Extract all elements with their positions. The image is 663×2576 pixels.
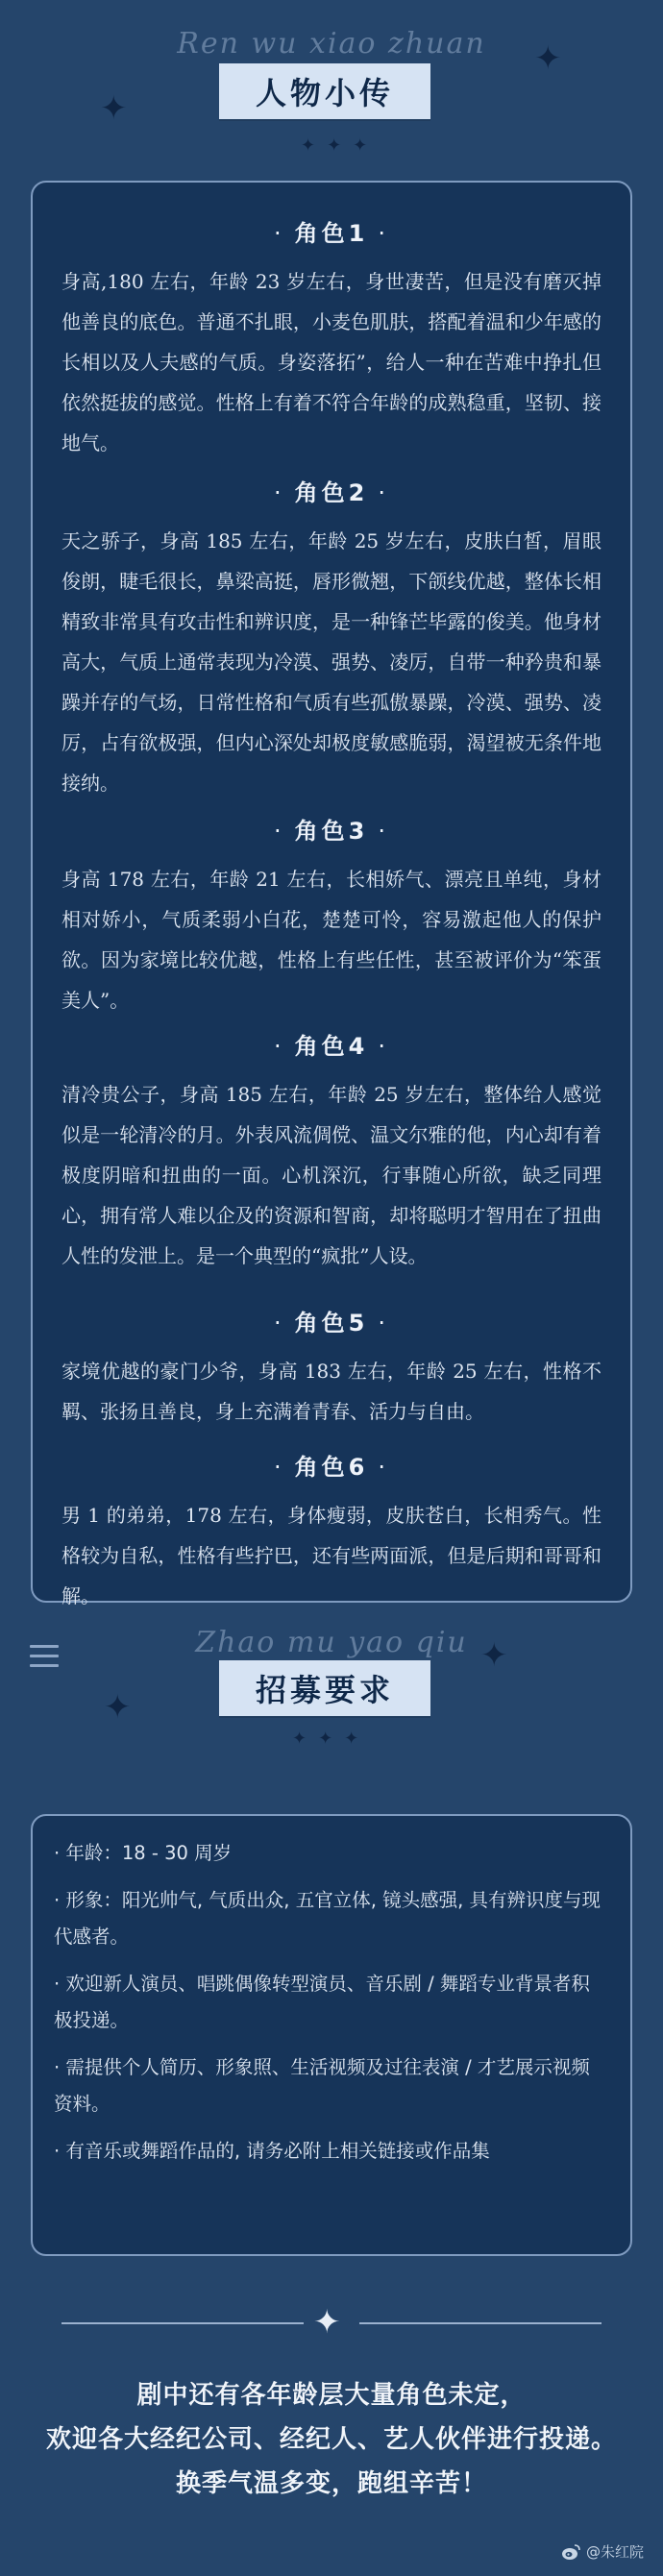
role-heading: · 角色5 · [274,1310,389,1337]
sparkle-icon-left: ✦ [100,89,128,128]
role-heading: · 角色2 · [274,479,389,506]
section2-script-title: Zhao mu yao qiu [195,1626,468,1659]
footer-line-1: 剧中还有各年龄层大量角色未定， [136,2381,527,2410]
sparkle-row-icon: ✦✦✦ [292,1729,371,1749]
role-block-1 [61,217,602,463]
role-description: 身高,180 左右，年龄 23 岁左右，身世凄苦，但是没有磨灭掉他善良的底色。普通不扎眼，小麦色肌肤，搭配着温和少年感的长相以及人夫感的气质。身姿落拓”，给人一种在苦难中挣扎但依然挺拔的感觉。性格上有着不符合年龄的成熟稳重，坚韧、接地气。 [61,270,602,454]
roles-card [31,181,632,1607]
role-description: 男 1 的弟弟，178 左右，身体瘦弱，皮肤苍白，长相秀气。性格较为自私，性格有些拧巴，还有些两面派，但是后期和哥哥和解。 [61,1504,602,1607]
requirement-item: · 有音乐或舞蹈作品的, 请务必附上相关链接或作品集 [54,2140,490,2162]
role-block-6 [61,1451,602,1616]
divider-right [359,2322,602,2324]
section1-script-title: Ren wu xiao zhuan [177,27,486,61]
requirement-item: · 需提供个人简历、形象照、生活视频及过往表演 / 才艺展示视频资料。 [54,2056,590,2115]
role-heading: · 角色6 · [274,1454,389,1481]
divider-left [61,2322,304,2324]
role-description: 身高 178 左右，年龄 21 左右，长相娇气、漂亮且单纯，身材相对娇小，气质柔弱小白花，楚楚可怜，容易激起他人的保护欲。因为家境比较优越，性格上有些任性，甚至被评价为“笨蛋美人”。 [61,868,602,1012]
sparkle-icon-right: ✦ [534,39,562,78]
requirements-card [31,1814,632,2256]
role-description: 家境优越的豪门少爷，身高 183 左右，年龄 25 左右，性格不羁、张扬且善良，身上充满着青春、活力与自由。 [61,1360,602,1423]
role-block-4 [61,1030,602,1276]
role-heading: · 角色4 · [274,1033,389,1060]
role-block-5 [61,1307,602,1432]
section1-title: 人物小传 [219,63,430,119]
role-block-3 [61,815,602,1020]
role-heading: · 角色1 · [274,220,389,247]
weibo-icon [561,2543,580,2561]
sparkle-icon-right: ✦ [480,1636,508,1675]
role-description: 清冷贵公子，身高 185 左右，年龄 25 岁左右，整体给人感觉似是一轮清冷的月。外表风流倜傥、温文尔雅的他，内心却有着极度阴暗和扭曲的一面。心机深沉，行事随心所欲，缺乏同理心，拥有常人难以企及的资源和智商，却将聪明才智用在了扭曲人性的发泄上。是一个典型的“疯批”人设。 [61,1083,602,1267]
section2-title: 招募要求 [219,1660,430,1716]
role-block-2 [61,477,602,803]
sparkle-row-icon: ✦✦✦ [301,135,380,156]
credit[interactable] [561,2541,644,2562]
sparkle-icon-divider: ✦ [313,2303,341,2342]
sparkle-icon-left: ✦ [104,1688,132,1727]
footer-line-3: 换季气温多变，跑组辛苦！ [175,2469,487,2498]
credit-text: @朱红院 [585,2543,644,2561]
footer-line-2: 欢迎各大经纪公司、经纪人、艺人伙伴进行投递。 [45,2425,617,2454]
requirement-item: · 形象：阳光帅气, 气质出众, 五官立体, 镜头感强, 具有辨识度与现代感者。 [54,1889,601,1948]
role-description: 天之骄子，身高 185 左右，年龄 25 岁左右，皮肤白皙，眉眼俊朗，睫毛很长，鼻梁高挺，唇形微翘，下颌线优越，整体长相精致非常具有攻击性和辨识度，是一种锋芒毕露的俊美。他身材高大，气质上通常表现为冷漠、强势、凌厉，自带一种矜贵和暴躁并存的气场，日常性格和气质有些孤傲暴躁，冷漠、强势、凌厉，占有欲极强，但内心深处却极度敏感脆弱，渴望被无条件地接纳。 [61,529,602,795]
requirements-list [54,1835,605,2180]
requirement-item: · 年龄：18 - 30 周岁 [54,1842,233,1864]
role-heading: · 角色3 · [274,818,389,845]
requirement-item: · 欢迎新人演员、唱跳偶像转型演员、音乐剧 / 舞蹈专业背景者积极投递。 [54,1973,590,2031]
